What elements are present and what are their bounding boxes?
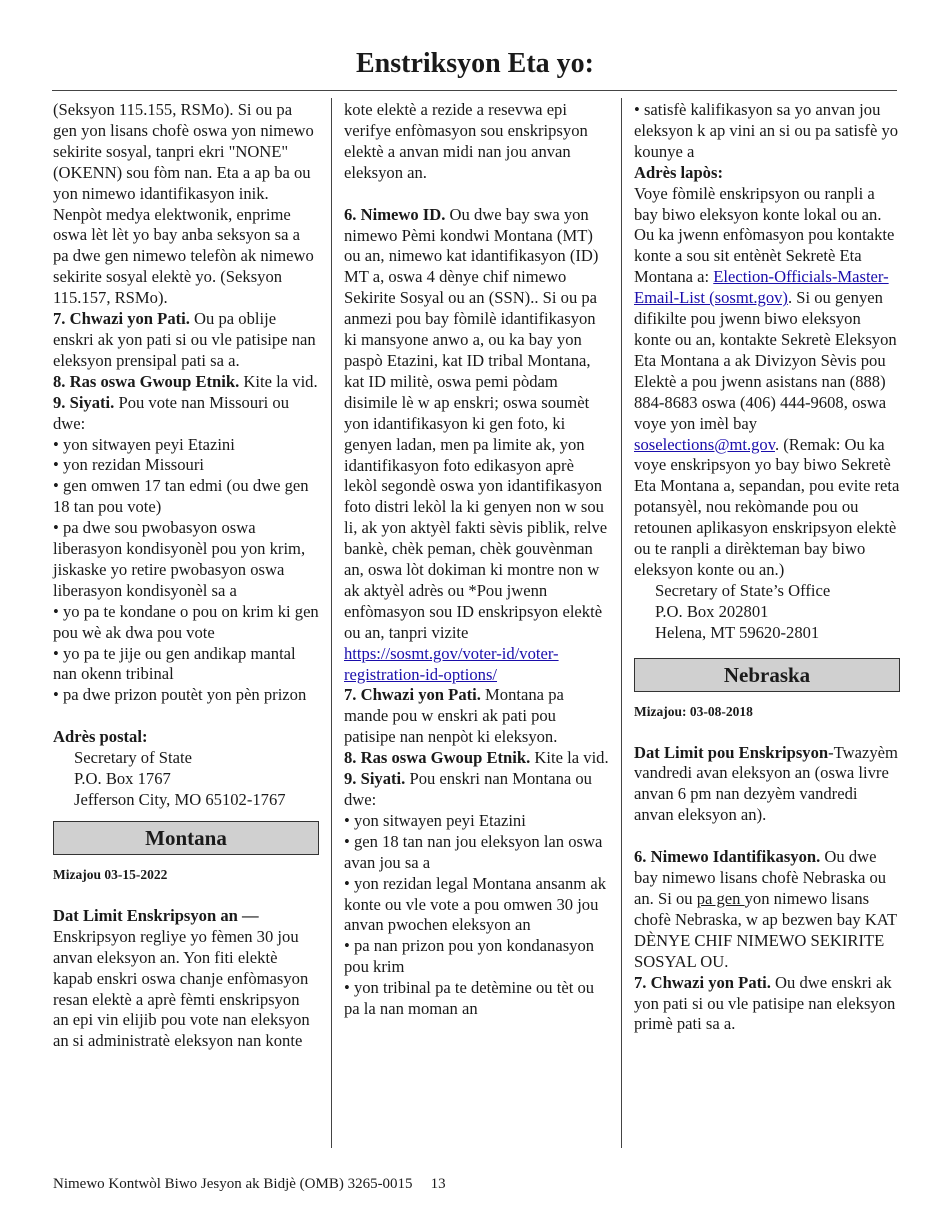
section-text: Ou dwe enskri ak yon pati si ou vle patisipe nan eleksyon primè pati sa a. — [634, 972, 896, 1034]
montana-party-section — [344, 685, 610, 748]
missouri-signature-section — [53, 393, 319, 435]
mailing-address-label: Adrès lapòs: — [634, 162, 723, 182]
section-label: 7. Chwazi yon Pati. — [634, 972, 771, 992]
section-text: Ou dwe bay swa yon nimewo Pèmi kondwi Montana (MT) ou an, nimewo kat idantifikasyon (ID) MT a, oswa 4 dènye chif nimewo Sekirite Sosyal ou an (SSN).. Si ou pa anmezi pou bay fòmilè idantifikasyon ki mansyone anwo a, ou ka bay yon paspò Etazini, kat ID tribal Montana, kat ID militè, oswa pemi pòdam disimile lè w ap enskri; oswa soumèt yon idantifikasyon ki gen foto, ki genyen ladan, men pa limite ak, yon idantifikasyon foto edikasyon aprè lekòl segondè oswa yon idantifikasyon foto distri lekòl la ki genyen non w sou li, ak yon aktyèl fakti sèvis piblik, relve bankè, chèk peman, chèk gouvènman an, oswa lòt dokiman ki montre non w ak aktyèl adrès ou *Pou jwenn enfòmasyon sou ID enskripsyon elektè ou an, tanpri vizite — [344, 204, 608, 642]
nebraska-party-section — [634, 973, 900, 1036]
list-item: • yon rezidan Missouri — [53, 455, 204, 475]
list-item: • yon sitwayen peyi Etazini — [344, 810, 526, 830]
montana-deadline-text: Enskripsyon regliye yo fèmen 30 jou anvan eleksyon an. Yon fiti elektè kapab enskri oswa chanje enfòmasyon resan elektè a aprè fèmti enskripsyon an epi vin elijib pou vote nan eleksyon an si administratè eleksyon nan konte — [53, 926, 310, 1051]
montana-signature-section — [344, 769, 610, 811]
section-label: 7. Chwazi yon Pati. — [53, 309, 190, 329]
list-item: • pa dwe sou pwobasyon oswa liberasyon kondisyonèl pou yon krim, jiskaske yo retire pwobasyon oswa liberasyon kondisyonèl sa a — [53, 518, 306, 600]
section-label: 7. Chwazi yon Pati. — [344, 685, 481, 705]
section-text: Pou vote nan Missouri ou dwe: — [53, 392, 290, 433]
title-divider — [52, 90, 897, 91]
section-text: Pou enskri nan Montana ou dwe: — [344, 769, 592, 809]
section-text: Kite la vid. — [239, 371, 318, 391]
montana-id-section — [344, 205, 610, 686]
address-line: P.O. Box 1767 — [74, 769, 171, 789]
nebraska-id-section: 6. Nimewo Idantifikasyon. Ou dwe bay nimewo lisans chofè Nebraska ou an. Si ou pa gen yon nimewo lisans chofè Nebraska, w ap bezwen bay KAT DÈNYE CHIF NIMEWO SEKIRITE SOSYAL OU. — [634, 847, 897, 971]
list-item: • pa nan prizon pou yon kondanasyon pou krim — [344, 936, 595, 977]
montana-mailing-paragraph: Voye fòmilè enskripsyon ou ranpli a bay biwo eleksyon konte lokal ou an. Ou ka jwenn enfòmasyon pou kontakte konte a sou sit entènèt Sekretè Eta Montana a: Election-Officials-Master-Email-List (sosmt.gov). Si ou genyen difikilte pou jwenn biwo eleksyon konte ou an, kontakte Sekretè Eleksyon Eta Montana a ak Divizyon Sèvis pou Elektè a pou jwenn asistans nan (888) 884-8683 oswa (406) 444-9608, oswa voye yon imèl bay soselections@mt.gov. (Remak: Ou ka voye enskripsyon yo bay biwo Sekretè Eta Montana a, sepandan, pou evite reta potansyèl, nou rekòmande pou ou retounen aplikasyon enskripsyon elektè ou te ranpli a dirèkteman bay biwo eleksyon konte ou an.) — [634, 183, 900, 579]
postal-address-label: Adrès postal: — [53, 727, 148, 747]
list-item: • pa dwe prizon poutèt yon pèn prizon — [53, 685, 307, 705]
column-3 — [634, 100, 900, 1035]
list-item: • yo pa te kondane o pou on krim ki gen pou wè ak dwa pou vote — [53, 601, 319, 642]
list-item: • satisfè kalifikasyon sa yo anvan jou eleksyon k ap vini an si ou pa satisfè yo kounye a — [634, 100, 899, 161]
missouri-party-section — [53, 309, 319, 372]
voter-id-link[interactable]: https://sosmt.gov/voter-id/voter-registration-id-options/ — [344, 643, 559, 684]
section-text: Montana pa mande pou w enskri ak pati pou patisipe nan nenpòt ki eleksyon. — [344, 685, 564, 747]
address-line: Secretary of State — [74, 748, 192, 768]
column-divider-1 — [331, 98, 332, 1148]
missouri-id-paragraph: (Seksyon 115.155, RSMo). Si ou pa gen yon lisans chofè oswa yon nimewo sekirite sosyal, tanpri ekri "NONE" (OKENN) sou fòm nan. Eta a ap ba ou yon nimewo idantifikasyon inik. Nenpòt medya elektwonik, enprime oswa lèt lèt yo bay anba seksyon sa a pa dwe gen nimewo telefòn ak nimewo sekirite sosyal elektè yo. (Seksyon 115.157, RSMo). — [53, 100, 314, 308]
nebraska-deadline-section: Dat Limit pou Enskripsyon-Twazyèm vandredi avan eleksyon an (oswa livre anvan 6 pm nan dezyèm vandredi anvan eleksyon an). — [634, 742, 898, 825]
missouri-race-section — [53, 372, 319, 393]
section-text: Ou pa oblije enskri ak yon pati si ou vle patisipe nan eleksyon prensipal pati sa a. — [53, 309, 316, 370]
list-item: • gen 18 tan nan jou eleksyon lan oswa avan jou sa a — [344, 831, 603, 872]
section-text: Kite la vid. — [530, 748, 609, 768]
section-label: 8. Ras oswa Gwoup Etnik. — [53, 371, 240, 391]
address-line: Secretary of State’s Office — [655, 580, 831, 600]
omb-control-number: Nimewo Kontwòl Biwo Jesyon ak Bidjè (OMB) 3265-0015 — [53, 1176, 413, 1192]
list-item: • yon rezidan legal Montana ansanm ak konte ou vle vote a pou omwen 30 jou anvan pwochen eleksyon an — [344, 873, 606, 935]
section-label: 6. Nimewo Idantifikasyon. — [634, 847, 821, 867]
list-item: • yon sitwayen peyi Etazini — [53, 434, 235, 454]
section-label: 6. Nimewo ID. — [344, 204, 446, 224]
montana-section-header: Montana — [53, 821, 319, 855]
montana-updated-date: Mizajou 03-15-2022 — [53, 866, 168, 882]
nebraska-updated-date: Mizajou: 03-08-2018 — [634, 703, 753, 719]
montana-deadline-label: Dat Limit Enskripsyon an — — [53, 905, 259, 925]
page-footer — [53, 1174, 446, 1194]
section-label: Dat Limit pou Enskripsyon — [634, 742, 829, 762]
montana-race-section — [344, 748, 610, 769]
section-text: Twazyèm vandredi avan eleksyon an (oswa livre anvan 6 pm nan dezyèm vandredi anvan eleksyon an). — [634, 742, 898, 825]
column-2 — [344, 100, 610, 1020]
column-divider-2 — [621, 98, 622, 1148]
section-label: 8. Ras oswa Gwoup Etnik. — [344, 748, 531, 768]
list-item: • gen omwen 17 tan edmi (ou dwe gen 18 tan pou vote) — [53, 476, 309, 517]
column-1 — [53, 100, 319, 1052]
page-title: Enstriksyon Eta yo: — [355, 48, 595, 79]
sos-email-link[interactable]: soselections@mt.gov — [634, 434, 775, 454]
list-item: • yon tribinal pa te detèmine ou tèt ou pa la nan moman an — [344, 978, 595, 1019]
section-label: 9. Siyati. — [344, 769, 406, 789]
address-line: Helena, MT 59620-2801 — [655, 622, 820, 642]
page-number: 13 — [430, 1176, 446, 1192]
address-line: P.O. Box 202801 — [655, 601, 769, 621]
montana-deadline-continued: kote elektè a rezide a resevwa epi verifye enfòmasyon sou enskripsyon elektè a anvan midi nan jou anvan eleksyon an. — [344, 100, 588, 182]
address-line: Jefferson City, MO 65102-1767 — [74, 790, 286, 809]
nebraska-section-header: Nebraska — [634, 658, 900, 692]
election-officials-link[interactable]: Election-Officials-Master-Email-List (sosmt.gov) — [634, 267, 889, 308]
list-item: • yo pa te jije ou gen andikap mantal nan okenn tribinal — [53, 643, 296, 684]
section-label: 9. Siyati. — [53, 392, 115, 412]
